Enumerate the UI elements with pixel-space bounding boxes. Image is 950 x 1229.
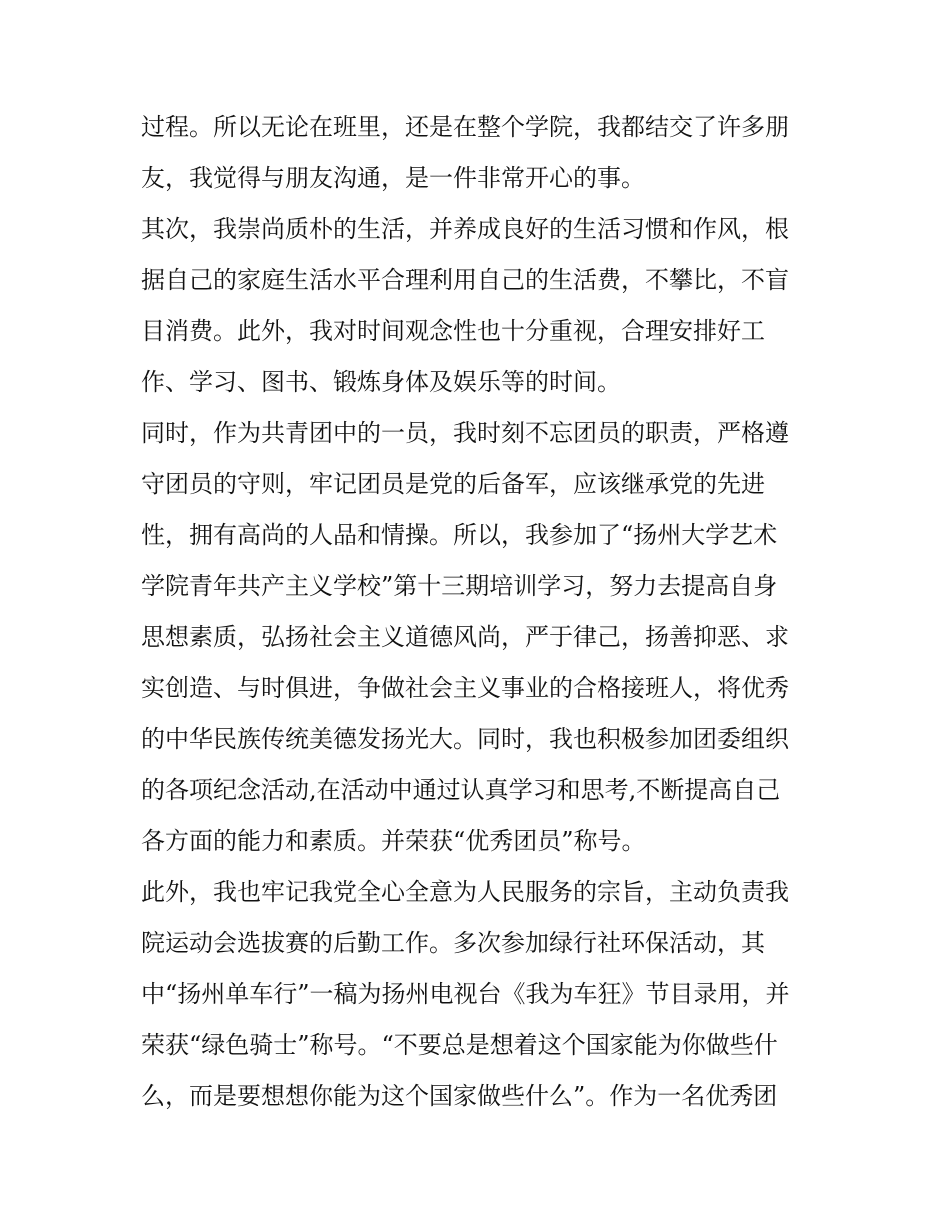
text-line: 的各项纪念活动,在活动中通过认真学习和思考,不断提高自己 [141, 776, 781, 804]
text-line: 学院青年共产主义学校”第十三期培训学习，努力去提高自身 [141, 572, 778, 600]
text-line: 目消费。此外，我对时间观念性也十分重视，合理安排好工 [141, 317, 765, 345]
text-line: 院运动会选拔赛的后勤工作。多次参加绿行社环保活动，其 [141, 929, 765, 957]
text-line: 中“扬州单车行”一稿为扬州电视台《我为车狂》节目录用，并 [141, 980, 790, 1008]
text-line: 各方面的能力和素质。并荣获“优秀团员”称号。 [141, 827, 646, 855]
text-line: 么，而是要想想你能为这个国家做些什么”。作为一名优秀团 [141, 1082, 778, 1110]
text-line: 守团员的守则，牢记团员是党的后备军，应该继承党的先进 [141, 470, 765, 498]
document-body [141, 102, 813, 1122]
text-line: 思想素质，弘扬社会主义道德风尚，严于律己，扬善抑恶、求 [141, 623, 789, 651]
text-line: 的中华民族传统美德发扬光大。同时，我也积极参加团委组织 [141, 725, 789, 753]
text-line: 性，拥有高尚的人品和情操。所以，我参加了“扬州大学艺术 [141, 521, 778, 549]
text-line: 实创造、与时俱进，争做社会主义事业的合格接班人，将优秀 [141, 674, 789, 702]
text-line: 荣获“绿色骑士”称号。“不要总是想着这个国家能为你做些什 [141, 1031, 778, 1059]
text-line: 其次，我崇尚质朴的生活，并养成良好的生活习惯和作风，根 [141, 215, 789, 243]
text-line: 作、学习、图书、锻炼身体及娱乐等的时间。 [141, 368, 621, 396]
text-line: 过程。所以无论在班里，还是在整个学院，我都结交了许多朋 [141, 113, 789, 141]
text-line: 此外，我也牢记我党全心全意为人民服务的宗旨，主动负责我 [141, 878, 789, 906]
text-line: 同时，作为共青团中的一员，我时刻不忘团员的职责，严格遵 [141, 419, 789, 447]
text-line: 友，我觉得与朋友沟通，是一件非常开心的事。 [141, 164, 645, 192]
text-line: 据自己的家庭生活水平合理利用自己的生活费，不攀比，不盲 [141, 266, 789, 294]
